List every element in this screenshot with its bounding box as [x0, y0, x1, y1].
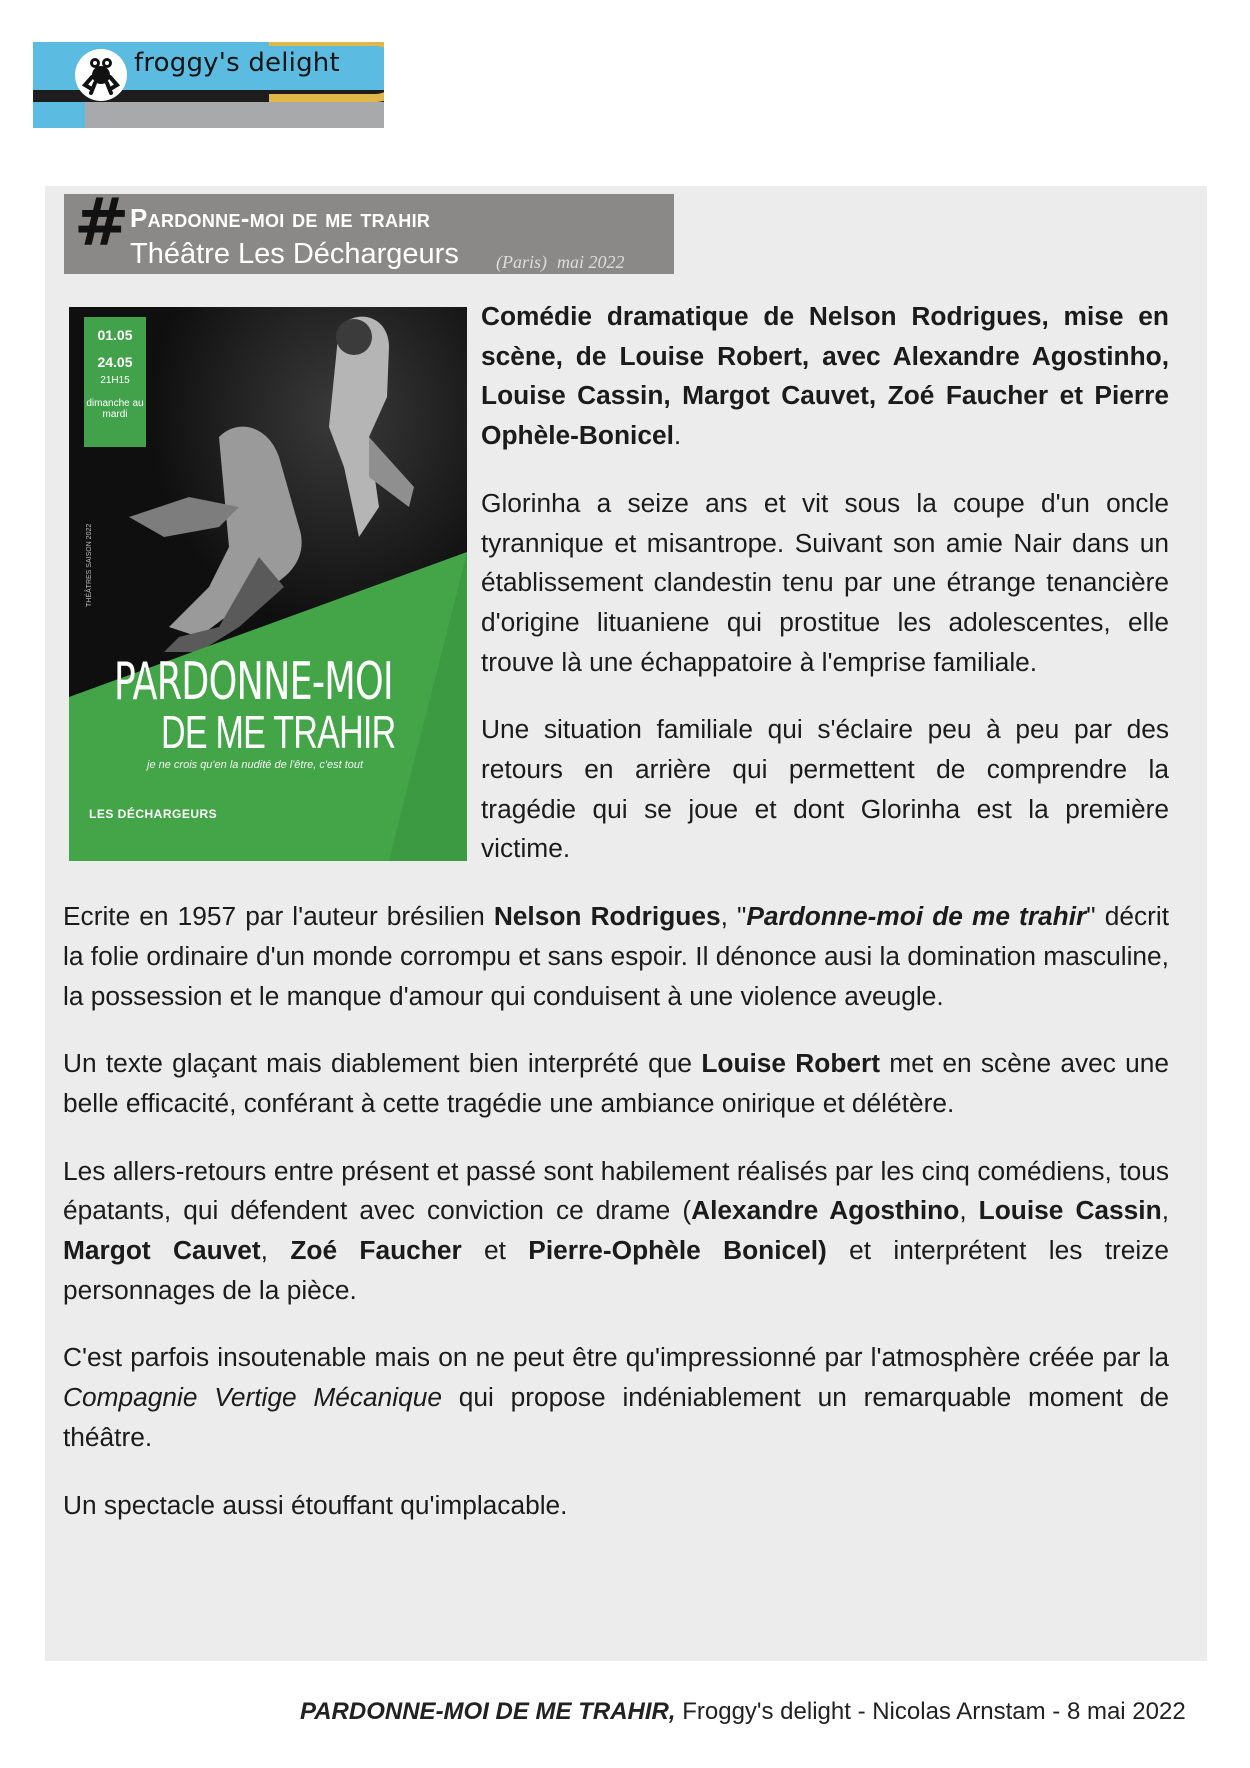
actor-name: Pierre-Ophèle Bonicel) — [528, 1235, 827, 1266]
text-run: et interprétent les treize personnages de la pièce. — [63, 1235, 1170, 1305]
paragraph-cast — [63, 1152, 1169, 1311]
paragraph-conclusion: Un spectacle aussi étouffant qu'implacable. — [63, 1489, 568, 1520]
poster-time: 21H15 — [100, 375, 130, 386]
text-run: , — [1161, 1195, 1169, 1226]
article-credit — [300, 1698, 1186, 1726]
paragraph-synopsis: Glorinha a seize ans et vit sous la coupe d'un oncle tyrannique et misantrope. Suivant son amie Nair dans un établissement clandestin tenu par une étrange tenancière d'origine lituaniene qui prostitue les adolescentes, elle trouve là une échappatoire à l'emprise familiale. — [481, 487, 1169, 677]
text-run: qui propose indéniablement un remarquable moment de théâtre. — [63, 1382, 1169, 1452]
poster-title-line1: PARDONNE-MOI — [113, 652, 393, 712]
text-run: , — [260, 1235, 291, 1266]
svg-text:THÉÂTRES SAISON 2022: THÉÂTRES SAISON 2022 — [86, 523, 93, 607]
paragraph-context — [63, 897, 1169, 1016]
poster-title-line2: DE ME TRAHIR — [161, 706, 396, 758]
director-name: Louise Robert — [701, 1048, 881, 1079]
paragraph-situation: Une situation familiale qui s'éclaire peu à peu par des retours en arrière qui permettent de comprendre la tragédie qui se joue et dont Glorinha est la première victime. — [481, 714, 1169, 864]
text-run: met en scène avec une belle efficacité, conférant à cette tragédie une ambiance onirique et délétère. — [63, 1048, 1169, 1118]
article-card — [45, 186, 1207, 1661]
poster-date-start: 01.05 — [97, 327, 133, 343]
actor-name: Margot Cauvet — [63, 1235, 261, 1266]
text-run: et — [461, 1235, 529, 1266]
text-run: , " — [720, 901, 747, 932]
show-title: Pardonne-moi de me trahir — [130, 203, 431, 233]
review-date: mai 2022 — [557, 252, 625, 272]
poster-date-end: 24.05 — [97, 354, 133, 370]
text-run: Ecrite en 1957 par l'auteur brésilien — [63, 901, 494, 932]
text-run: Les allers-retours entre présent et passé sont habilement réalisés par les cinq comédiens, tous épatants, qui défendent avec conviction ce drame ( — [63, 1155, 1169, 1226]
poster-float-space — [63, 299, 481, 897]
actor-name: Louise Cassin — [978, 1195, 1162, 1226]
text-run: , — [959, 1195, 979, 1226]
company-name: Compagnie Vertige Mécanique — [63, 1382, 443, 1413]
lead-credits: Comédie dramatique de Nelson Rodrigues, mise en scène, de Louise Robert, avec Alexandre Agostinho, Louise Cassin, Margot Cauvet, Zoé Faucher et Pierre Ophèle-Bonicel — [481, 301, 1169, 451]
site-logo — [33, 42, 384, 128]
play-title: Pardonne-moi de me trahir — [746, 901, 1087, 932]
hash-icon: # — [74, 184, 130, 261]
frog-icon-shape — [82, 55, 120, 95]
article-body — [63, 299, 1169, 1553]
paragraph-direction — [63, 1044, 1169, 1123]
poster-tagline: je ne crois qu'en la nudité de l'être, c'est tout — [147, 759, 364, 771]
credit-title: PARDONNE-MOI DE ME TRAHIR, — [300, 1698, 676, 1725]
author-name: Nelson Rodrigues — [493, 901, 721, 932]
logo-band-grey — [85, 102, 384, 128]
venue-name: Théâtre Les Déchargeurs — [130, 238, 459, 270]
text-run: Un texte glaçant mais diablement bien interprété que — [63, 1048, 702, 1079]
poster-venue-logo: LES DÉCHARGEURS — [89, 807, 218, 821]
logo-text: froggy's delight — [134, 48, 340, 78]
frog-icon — [75, 49, 127, 101]
article-header — [64, 184, 674, 274]
poster-days: dimanche au mardi — [86, 398, 144, 420]
actor-name: Alexandre Agosthino — [691, 1195, 960, 1226]
paragraph-atmosphere — [63, 1338, 1169, 1457]
actor-name: Zoé Faucher — [290, 1235, 462, 1266]
text-run: " décrit la folie ordinaire d'un monde corrompu et sans espoir. Il dénonce ausi la domination masculine, la possession et le manque d'amour qui conduisent à une violence aveugle. — [63, 901, 1169, 1011]
lead-period: . — [673, 420, 682, 451]
credit-source: Froggy's delight - Nicolas Arnstam - 8 mai 2022 — [675, 1698, 1186, 1725]
header-meta — [496, 252, 635, 273]
venue-city: (Paris) — [496, 252, 547, 272]
text-run: C'est parfois insoutenable mais on ne peut être qu'impressionné par l'atmosphère créée par la — [63, 1342, 1169, 1373]
